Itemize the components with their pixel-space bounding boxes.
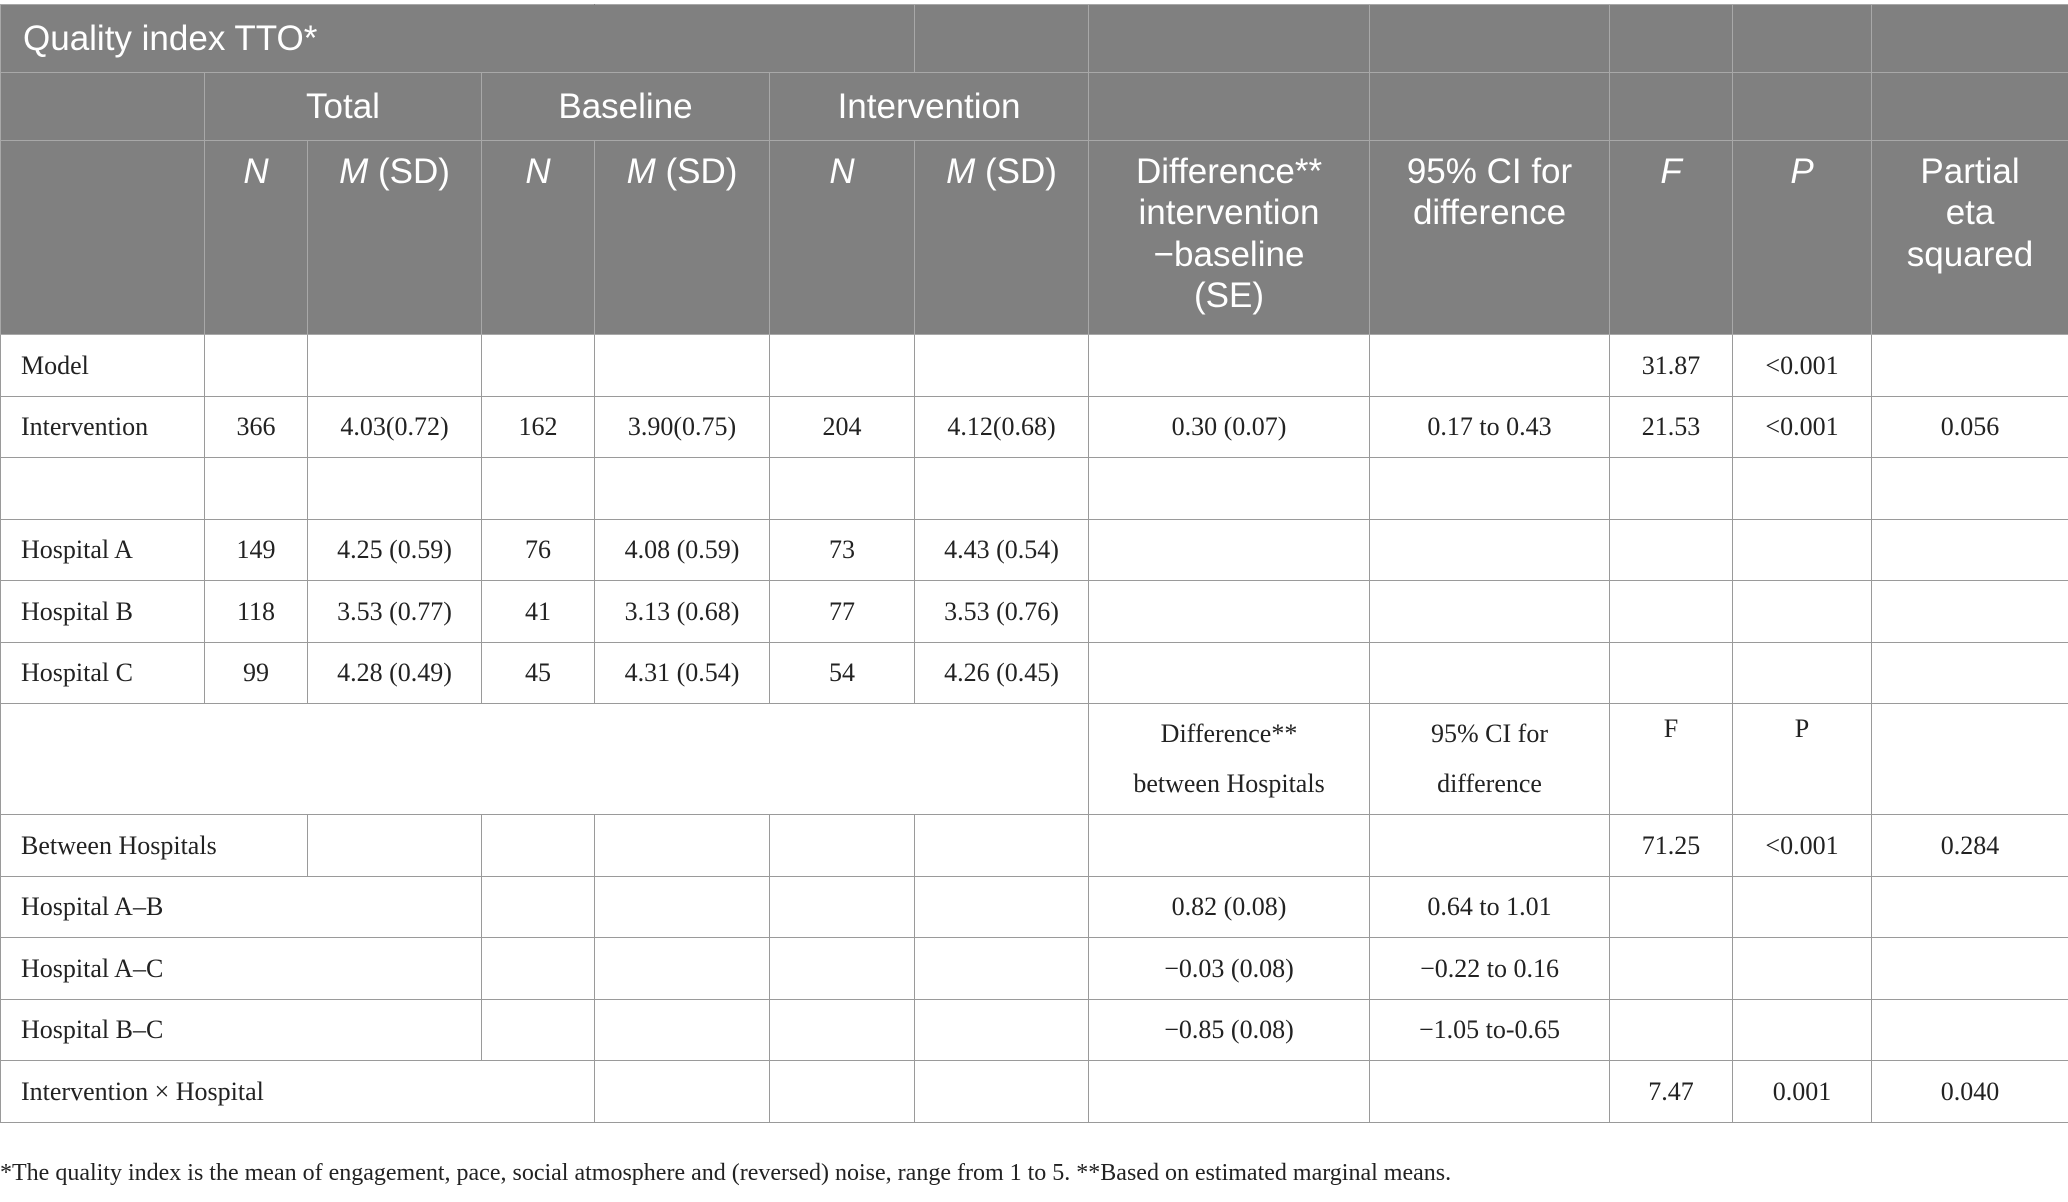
- column-header-row: [1, 141, 2068, 335]
- col-n-total: N: [205, 141, 308, 335]
- row-empty: [1, 458, 2068, 520]
- row-hospital-c: Hospital C 99 4.28 (0.49) 45 4.31 (0.54) 54 4.26 (0.45): [1, 642, 2068, 704]
- col-difference: Difference** intervention −baseline (SE): [1089, 141, 1370, 335]
- row-model: Model 31.87 <0.001: [1, 335, 2068, 397]
- col-m-baseline: M (SD): [595, 141, 770, 335]
- row-interaction: Intervention × Hospital 7.47 0.001 0.040: [1, 1061, 2068, 1123]
- table-title: Quality index TTO*: [1, 5, 595, 73]
- group-baseline: Baseline: [482, 73, 770, 141]
- sub-difference: Difference** between Hospitals: [1089, 704, 1370, 815]
- row-intervention: Intervention 366 4.03(0.72) 162 3.90(0.75) 204 4.12(0.68) 0.30 (0.07) 0.17 to 0.43 21.53 <0.001 0.056: [1, 396, 2068, 458]
- col-m-intervention: M (SD): [915, 141, 1089, 335]
- results-table: [0, 4, 2068, 1123]
- group-total: Total: [205, 73, 482, 141]
- col-ci: 95% CI for difference: [1370, 141, 1610, 335]
- row-hospital-b: Hospital B 118 3.53 (0.77) 41 3.13 (0.68) 77 3.53 (0.76): [1, 581, 2068, 643]
- col-p: P: [1733, 141, 1872, 335]
- table-footnote: *The quality index is the mean of engagement, pace, social atmosphere and (reversed) noise, range from 1 to 5. **Based on estimated marginal means.: [0, 1160, 1452, 1186]
- col-eta: Partial eta squared: [1872, 141, 2068, 335]
- sub-f: F: [1610, 704, 1733, 815]
- col-f: F: [1610, 141, 1733, 335]
- row-pair-ac: Hospital A–C −0.03 (0.08) −0.22 to 0.16: [1, 938, 2068, 1000]
- row-pair-bc: Hospital B–C −0.85 (0.08) −1.05 to-0.65: [1, 999, 2068, 1061]
- table-title-row: [1, 5, 2068, 73]
- col-n-baseline: N: [482, 141, 595, 335]
- sub-p: P: [1733, 704, 1872, 815]
- row-hospital-a: Hospital A 149 4.25 (0.59) 76 4.08 (0.59) 73 4.43 (0.54): [1, 519, 2068, 581]
- row-pair-ab: Hospital A–B 0.82 (0.08) 0.64 to 1.01: [1, 876, 2068, 938]
- col-m-total: M (SD): [308, 141, 482, 335]
- row-between-hospitals: Between Hospitals 71.25 <0.001 0.284: [1, 815, 2068, 877]
- sub-ci: 95% CI for difference: [1370, 704, 1610, 815]
- col-n-intervention: N: [770, 141, 915, 335]
- group-intervention: Intervention: [770, 73, 1089, 141]
- group-header-row: [1, 73, 2068, 141]
- between-hospitals-subheader: [1, 704, 2068, 815]
